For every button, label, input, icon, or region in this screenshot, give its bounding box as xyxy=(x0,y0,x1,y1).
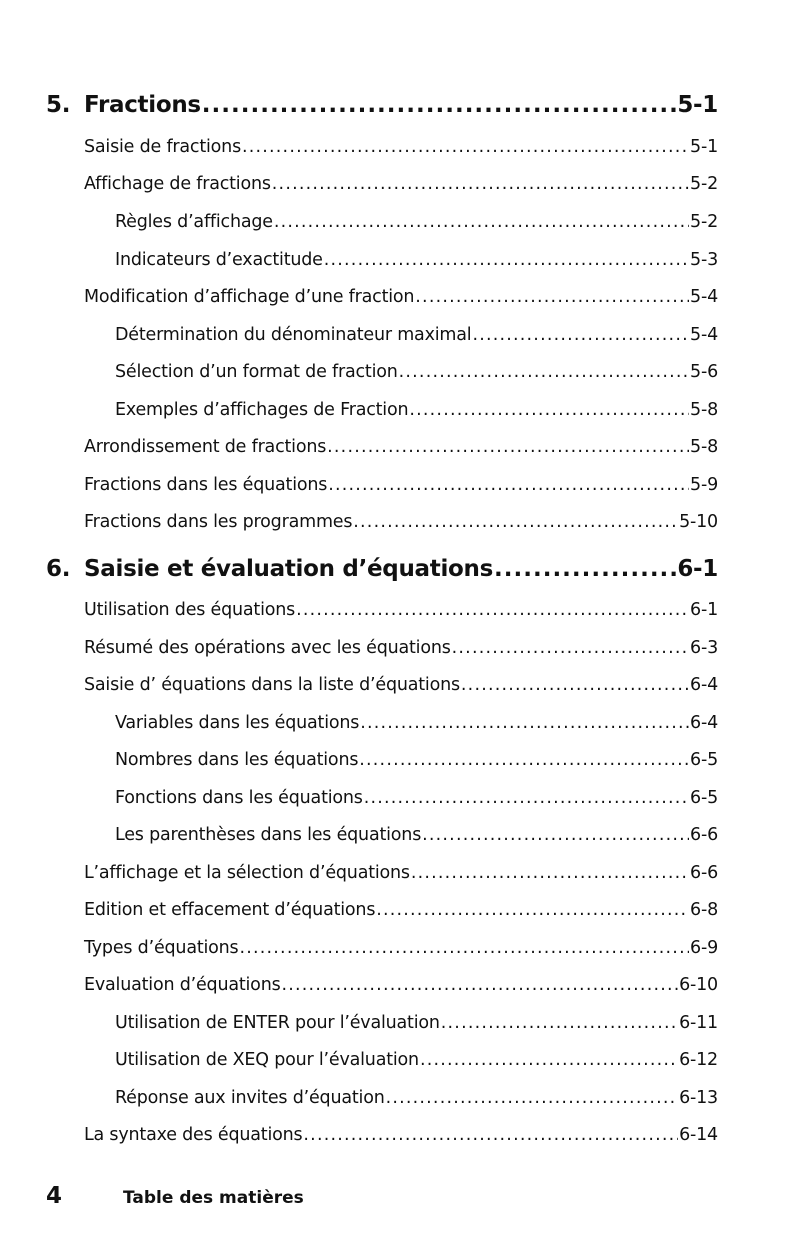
dot-leader xyxy=(376,900,689,920)
entry-page: 6-5 xyxy=(690,788,718,808)
entry-label: Indicateurs d’exactitude xyxy=(115,250,323,270)
entry-label: Règles d’affichage xyxy=(115,212,273,232)
dot-leader xyxy=(420,1050,678,1070)
toc-subentry[interactable] xyxy=(115,750,718,776)
chapter-6-heading[interactable] xyxy=(46,556,718,590)
dot-leader xyxy=(202,92,677,118)
toc-entry[interactable] xyxy=(84,475,718,501)
toc-entry[interactable] xyxy=(84,137,718,163)
entry-label: Utilisation de ENTER pour l’évaluation xyxy=(115,1013,440,1033)
toc-entry[interactable] xyxy=(84,174,718,200)
entry-page: 5-2 xyxy=(690,212,718,232)
chapter-title: Fractions xyxy=(84,92,201,118)
toc-entry[interactable] xyxy=(84,900,718,926)
dot-leader xyxy=(328,475,689,495)
entry-label: Sélection d’un format de fraction xyxy=(115,362,398,382)
entry-page: 5-9 xyxy=(690,475,718,495)
dot-leader xyxy=(386,1088,678,1108)
entry-page: 5-4 xyxy=(690,287,718,307)
entry-label: Saisie de fractions xyxy=(84,137,241,157)
chapter-number: 5. xyxy=(46,92,71,118)
entry-page: 6-9 xyxy=(690,938,718,958)
dot-leader xyxy=(274,212,689,232)
entry-page: 6-5 xyxy=(690,750,718,770)
dot-leader xyxy=(415,287,689,307)
dot-leader xyxy=(409,400,689,420)
chapter-5-heading[interactable] xyxy=(46,92,718,126)
toc-entry[interactable] xyxy=(84,512,718,538)
entry-label: Arrondissement de fractions xyxy=(84,437,327,457)
dot-leader xyxy=(239,938,689,958)
entry-label: L’affichage et la sélection d’équations xyxy=(84,863,410,883)
toc-subentry[interactable] xyxy=(115,362,718,388)
dot-leader xyxy=(411,863,689,883)
toc-subentry[interactable] xyxy=(115,1013,718,1039)
dot-leader xyxy=(272,174,689,194)
dot-leader xyxy=(472,325,689,345)
toc-subentry[interactable] xyxy=(115,212,718,238)
toc-subentry[interactable] xyxy=(115,400,718,426)
dot-leader xyxy=(494,556,676,582)
toc-entry[interactable] xyxy=(84,938,718,964)
entry-page: 5-4 xyxy=(690,325,718,345)
toc-entry[interactable] xyxy=(84,638,718,664)
entry-page: 6-1 xyxy=(690,600,718,620)
entry-label: Modification d’affichage d’une fraction xyxy=(84,287,415,307)
entry-page: 5-8 xyxy=(690,400,718,420)
dot-leader xyxy=(441,1013,678,1033)
entry-page: 5-1 xyxy=(690,137,718,157)
dot-leader xyxy=(461,675,689,695)
entry-page: 5-10 xyxy=(679,512,718,532)
toc-subentry[interactable] xyxy=(115,325,718,351)
dot-leader xyxy=(399,362,689,382)
entry-label: Utilisation de XEQ pour l’évaluation xyxy=(115,1050,419,1070)
entry-label: Variables dans les équations xyxy=(115,713,360,733)
toc-subentry[interactable] xyxy=(115,250,718,276)
entry-page: 6-10 xyxy=(679,975,718,995)
entry-page: 6-8 xyxy=(690,900,718,920)
toc-subentry[interactable] xyxy=(115,713,718,739)
toc-subentry[interactable] xyxy=(115,825,718,851)
entry-label: Utilisation des équations xyxy=(84,600,296,620)
entry-label: Evaluation d’équations xyxy=(84,975,281,995)
toc-subentry[interactable] xyxy=(115,788,718,814)
toc-entry[interactable] xyxy=(84,600,718,626)
entry-page: 5-8 xyxy=(690,437,718,457)
entry-page: 6-14 xyxy=(679,1125,718,1145)
chapter-title: Saisie et évaluation d’équations xyxy=(84,556,494,582)
entry-label: Edition et effacement d’équations xyxy=(84,900,376,920)
toc-entry[interactable] xyxy=(84,287,718,313)
running-title: Table des matières xyxy=(123,1188,304,1208)
entry-label: Saisie d’ équations dans la liste d’équations xyxy=(84,675,460,695)
entry-label: Les parenthèses dans les équations xyxy=(115,825,422,845)
chapter-number: 6. xyxy=(46,556,71,582)
dot-leader xyxy=(327,437,689,457)
entry-page: 6-13 xyxy=(679,1088,718,1108)
toc-entry[interactable] xyxy=(84,975,718,1001)
entry-page: 6-11 xyxy=(679,1013,718,1033)
entry-label: Affichage de fractions xyxy=(84,174,271,194)
entry-label: Détermination du dénominateur maximal xyxy=(115,325,472,345)
page-number: 4 xyxy=(46,1183,63,1209)
dot-leader xyxy=(353,512,678,532)
toc-entry[interactable] xyxy=(84,1125,718,1151)
entry-label: Types d’équations xyxy=(84,938,239,958)
entry-label: Résumé des opérations avec les équations xyxy=(84,638,451,658)
entry-label: Réponse aux invites d’équation xyxy=(115,1088,385,1108)
entry-label: Exemples d’affichages de Fraction xyxy=(115,400,409,420)
entry-label: Fractions dans les programmes xyxy=(84,512,353,532)
entry-page: 6-3 xyxy=(690,638,718,658)
toc-entry[interactable] xyxy=(84,675,718,701)
dot-leader xyxy=(422,825,689,845)
toc-entry[interactable] xyxy=(84,863,718,889)
dot-leader xyxy=(324,250,689,270)
entry-page: 6-6 xyxy=(690,825,718,845)
page-footer xyxy=(46,1183,304,1215)
dot-leader xyxy=(303,1125,678,1145)
entry-page: 6-12 xyxy=(679,1050,718,1070)
entry-page: 6-4 xyxy=(690,713,718,733)
entry-page: 5-2 xyxy=(690,174,718,194)
dot-leader xyxy=(242,137,689,157)
toc-entry[interactable] xyxy=(84,437,718,463)
dot-leader xyxy=(282,975,679,995)
entry-page: 5-3 xyxy=(690,250,718,270)
dot-leader xyxy=(296,600,689,620)
toc-subentry[interactable] xyxy=(115,1088,718,1114)
dot-leader xyxy=(360,713,689,733)
chapter-page: 6-1 xyxy=(677,556,718,582)
dot-leader xyxy=(364,788,689,808)
chapter-page: 5-1 xyxy=(677,92,718,118)
entry-label: Nombres dans les équations xyxy=(115,750,359,770)
entry-page: 5-6 xyxy=(690,362,718,382)
entry-label: Fractions dans les équations xyxy=(84,475,328,495)
entry-page: 6-6 xyxy=(690,863,718,883)
dot-leader xyxy=(359,750,689,770)
entry-page: 6-4 xyxy=(690,675,718,695)
entry-label: Fonctions dans les équations xyxy=(115,788,363,808)
toc-subentry[interactable] xyxy=(115,1050,718,1076)
dot-leader xyxy=(452,638,689,658)
entry-label: La syntaxe des équations xyxy=(84,1125,303,1145)
